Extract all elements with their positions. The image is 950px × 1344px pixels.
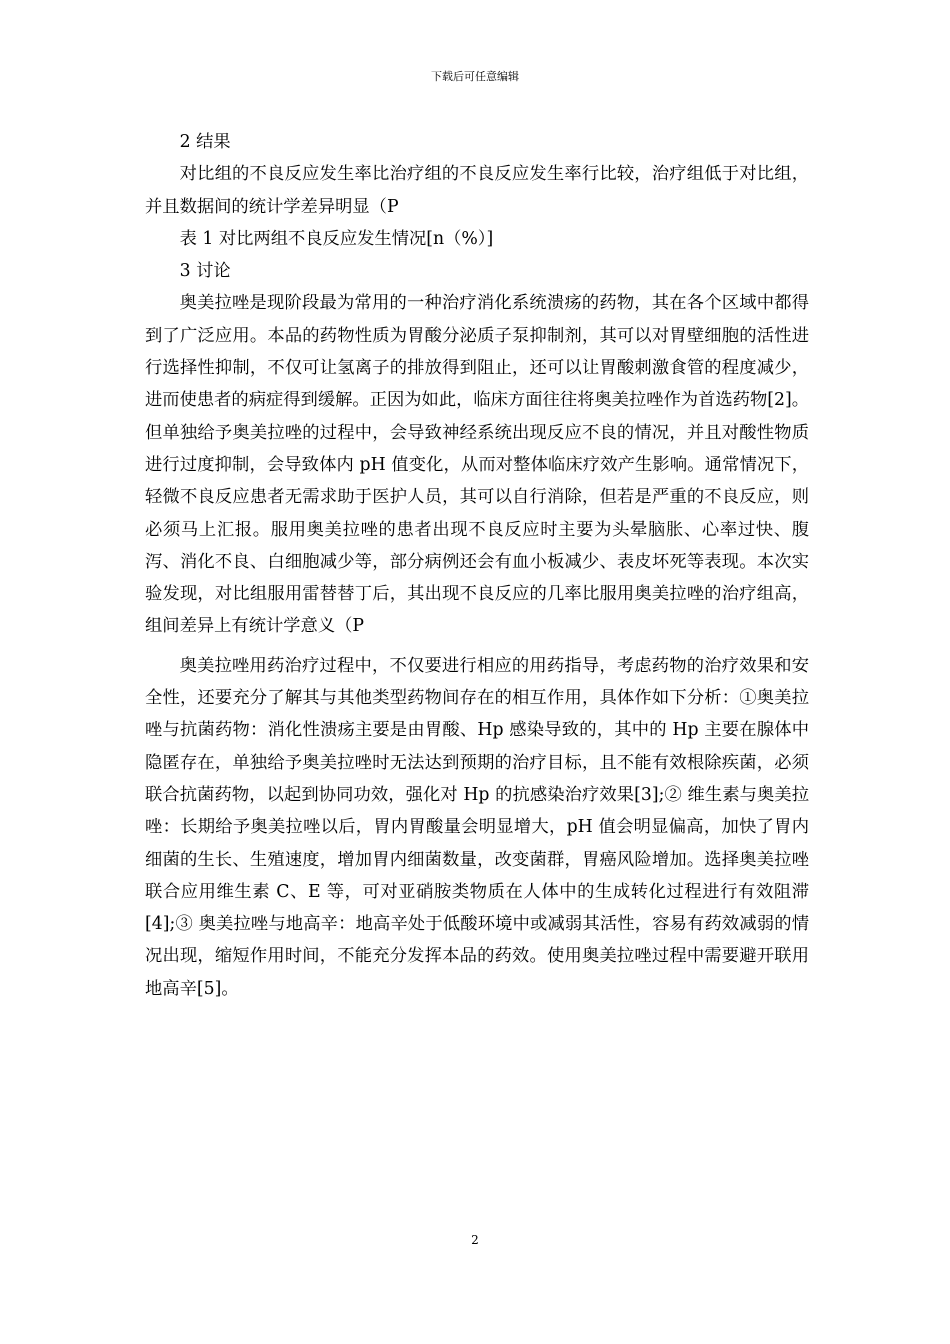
section-heading-discussion: 3 讨论 xyxy=(179,261,231,282)
table-caption: 表 1 对比两组不良反应发生情况[n（%）] xyxy=(179,228,494,249)
paragraph-discussion-1: 奥美拉唑是现阶段最为常用的一种治疗消化系统溃疡的药物，其在各个区域中都得到了广泛应用。本品的药物性质为胃酸分泌质子泵抑制剂，其可以对胃壁细胞的活性进行选择性抑制，不仅可让氢离子的排放得到阻止，还可以让胃酸刺激食管的程度减少，进而使患者的病症得到缓解。正因为如此，临床方面往往将奥美拉唑作为首选药物[2]。但单独给予奥美拉唑的过程中，会导致神经系统出现反应不良的情况，并且对酸性物质进行过度抑制，会导致体内 pH 值变化，从而对整体临床疗效产生影响。通常情况下，轻微不良反应患者无需求助于医护人员，其可以自行消除，但若是严重的不良反应，则必须马上汇报。服用奥美拉唑的患者出现不良反应时主要为头晕脑胀、心率过快、腹泻、消化不良、白细胞减少等，部分病例还会有血小板减少、表皮坏死等表现。本次实验发现，对比组服用雷替替丁后，其出现不良反应的几率比服用奥美拉唑的治疗组高，组间差异上有统计学意义（P xyxy=(145,293,809,637)
page-number: 2 xyxy=(471,1233,479,1247)
paragraph-discussion-2: 奥美拉唑用药治疗过程中，不仅要进行相应的用药指导，考虑药物的治疗效果和安全性，还要充分了解其与其他类型药物间存在的相互作用，具体作如下分析：①奥美拉唑与抗菌药物：消化性溃疡主要是由胃酸、Hp 感染导致的，其中的 Hp 主要在腺体中隐匿存在，单独给予奥美拉唑时无法达到预期的治疗目标，且不能有效根除疾菌，必须联合抗菌药物，以起到协同功效，强化对 Hp 的抗感染治疗效果[3];② 维生素与奥美拉唑：长期给予奥美拉唑以后，胃内胃酸量会明显增大，pH 值会明显偏高，加快了胃内细菌的生长、生殖速度，增加胃内细菌数量，改变菌群，胃癌风险增加。选择奥美拉唑联合应用维生素 C、E 等，可对亚硝胺类物质在人体中的生成转化过程进行有效阻滞[4];③ 奥美拉唑与地高辛：地高辛处于低酸环境中或减弱其活性，容易有药效减弱的情况出现，缩短作用时间，不能充分发挥本品的药效。使用奥美拉唑过程中需要避开联用地高辛[5]。 xyxy=(145,655,809,999)
page-header: 下载后可任意编辑 xyxy=(431,70,519,83)
document-body xyxy=(145,126,809,1005)
section-heading-results: 2 结果 xyxy=(179,132,231,152)
paragraph-results: 对比组的不良反应发生率比治疗组的不良反应发生率行比较，治疗组低于对比组，并且数据间的统计学差异明显（P xyxy=(145,164,809,217)
